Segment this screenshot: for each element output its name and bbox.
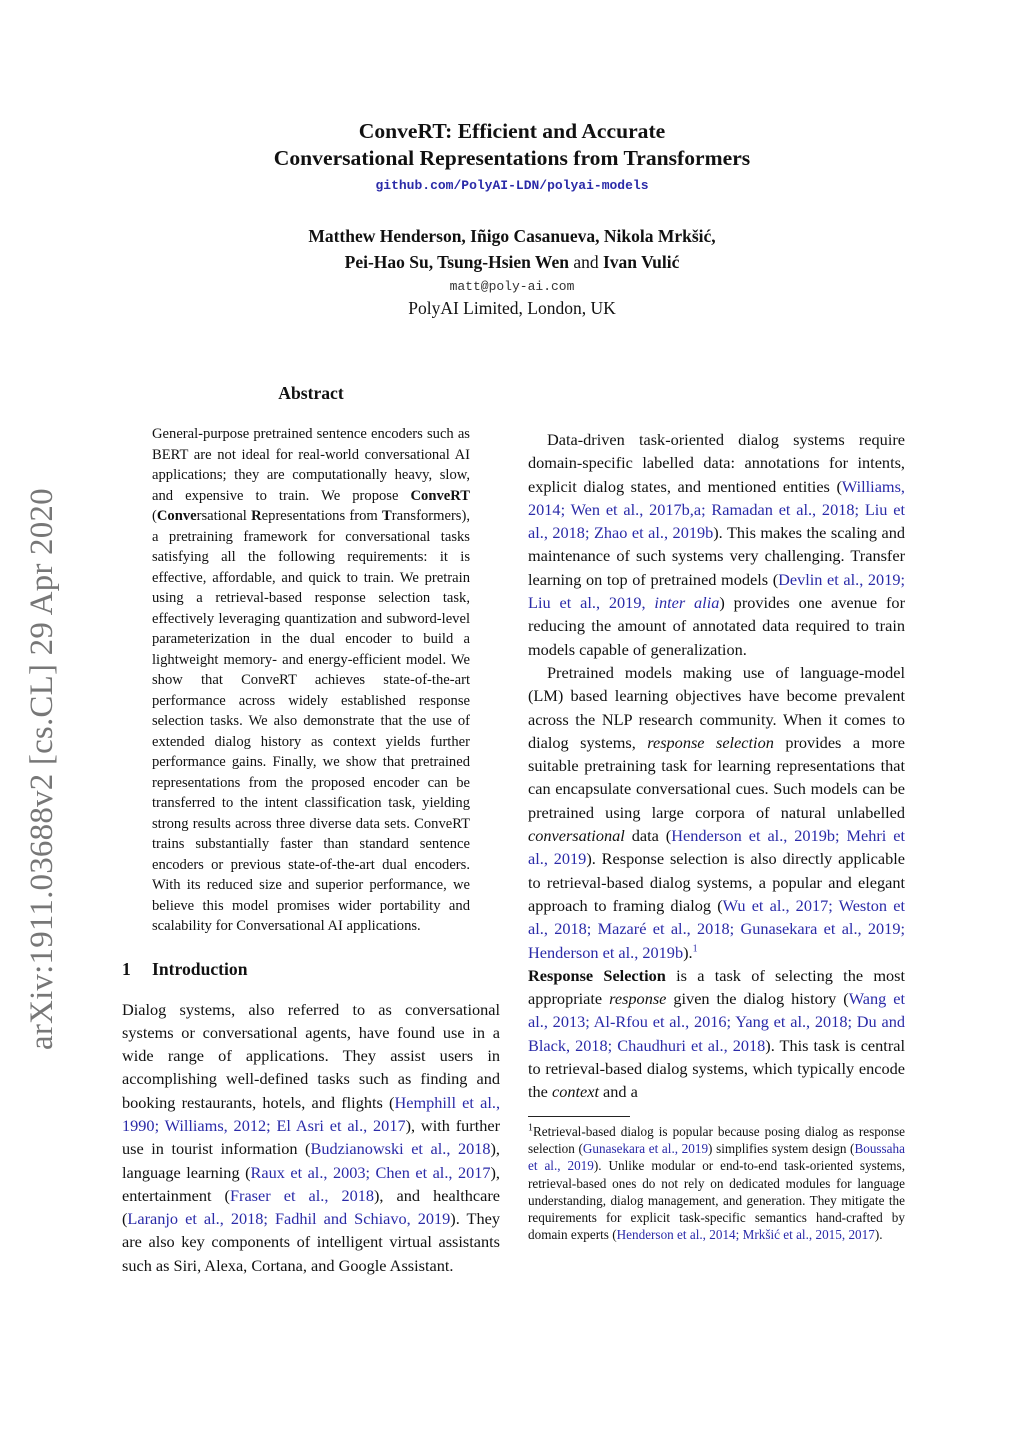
- abstract-bold-convert: ConveRT: [410, 487, 470, 504]
- citation-link[interactable]: Gunasekara et al., 2019: [582, 1140, 709, 1156]
- text-run: Retrieval-based dialog is popular because posing dialog as response selection (: [528, 1123, 905, 1156]
- text-run: ). This makes the scaling and maintenance of such systems very challenging. Transfer learning on top of pretrained models (: [528, 523, 906, 589]
- title-block: [0, 118, 1024, 319]
- text-run: and a: [598, 1082, 638, 1102]
- abstract-heading: Abstract: [278, 383, 344, 403]
- right-column: [528, 370, 905, 1244]
- abstract-part: rsational: [196, 508, 252, 524]
- citation-link[interactable]: Budzianowski et al., 2018: [310, 1139, 491, 1159]
- text-run: Pretrained models making use of language-model (LM) based learning objectives have become prevalent across the NLP research community. When it comes to dialog systems,: [528, 662, 905, 752]
- citation-link[interactable]: Henderson et al., 2019b; Mehri et al., 2019: [528, 826, 905, 869]
- section-number: 1: [122, 958, 131, 979]
- footnote: [528, 1123, 905, 1244]
- abstract-part: General-purpose pretrained sentence encoders such as BERT are not ideal for real-world conversational AI applications; they are computationally heavy, slow, and expensive to train. We propose: [152, 426, 470, 504]
- paper-title-line-2: Conversational Representations from Transformers: [273, 146, 751, 170]
- citation-link[interactable]: Williams, 2014; Wen et al., 2017b,a; Ramadan et al., 2018; Liu et al., 2018; Zhao et al., 2019b: [528, 476, 905, 543]
- text-run: Data-driven task-oriented dialog systems require domain-specific labelled data: annotations for intents, explicit dialog states, and mentioned entities (: [528, 430, 905, 496]
- run-in-heading: Response Selection: [528, 965, 666, 985]
- abstract-text: [152, 424, 470, 937]
- footnote-marker[interactable]: 1: [692, 943, 698, 955]
- abstract-part: ransformers), a pretraining framework for conversational tasks satisfying all the following requirements: it is effective, affordable, and quick to train. We pretrain using a retrieval-based response selection task, effectively leveraging quantization and subword-level parameterization in the dual encoder to build a lightweight memory- and energy-efficient model. We show that ConveRT achieves state-of-the-art performance across widely established response selection tasks. We also demonstrate that the use of extended dialog history as context yields further performance gains. Finally, we show that pretrained representations from the proposed encoder can be transferred to the intent classification task, yielding strong results across three diverse data sets. ConveRT trains substantially faster than standard sentence encoders or previous state-of-the-art dual encoders. With its reduced size and superior performance, we believe this model promises wider portability and scalability for Conversational AI applications.: [152, 508, 470, 934]
- emphasis: conversational: [528, 826, 625, 846]
- text-run: ).: [874, 1227, 883, 1243]
- abstract-bold-t: T: [382, 508, 392, 524]
- abstract-part: (: [152, 508, 157, 524]
- paragraph-pretrained-models: [528, 661, 905, 964]
- footnote-number: 1: [528, 1122, 533, 1134]
- text-run: ). Unlike modular or end-to-end task-oriented systems, retrieval-based ones do not rely on dedicated modules for language understanding, dialog management, and generation. They mitigate the requirements for explicit task-specific semantics hand-crafted by domain experts (: [528, 1158, 905, 1243]
- text-run: ). This task is central to retrieval-based dialog systems, which typically encode the: [528, 1035, 905, 1102]
- authors-line-1: Matthew Henderson, Iñigo Casanueva, Nikola Mrkšić,: [308, 226, 716, 246]
- inter-alia: [646, 593, 720, 612]
- inter-alia-text: inter alia: [645, 593, 720, 613]
- citation-link[interactable]: Fraser et al., 2018: [229, 1185, 375, 1205]
- arxiv-identifier: arXiv:1911.03688v2 [cs.CL] 29 Apr 2020: [24, 488, 60, 1050]
- citation-link[interactable]: Wang et al., 2013; Al-Rfou et al., 2016; Yang et al., 2018; Du and Black, 2018; Chaudhuri et al., 2018: [528, 989, 906, 1055]
- authors-and: and: [573, 252, 599, 272]
- emphasis: context: [551, 1082, 599, 1102]
- text-run: ).: [683, 942, 693, 962]
- text-run: ). Response selection is also directly applicable to retrieval-based dialog systems, a popular and elegant approach to framing dialog (: [528, 849, 905, 915]
- citation-link[interactable]: Henderson et al., 2014; Mrkšić et al., 2015, 2017: [616, 1227, 875, 1243]
- intro-paragraph: [122, 998, 500, 1278]
- citation-link[interactable]: Hemphill et al., 1990; Williams, 2012; El Asri et al., 2017: [122, 1092, 501, 1135]
- text-run: is a task of selecting the most appropriate: [528, 965, 905, 1009]
- citation-link[interactable]: Devlin et al., 2019; Liu et al., 2019,: [528, 569, 906, 613]
- text-run: ), and healthcare (: [122, 1185, 500, 1229]
- abstract-bold-conve: Conve: [156, 508, 197, 524]
- paragraph-response-selection: [528, 964, 905, 1104]
- paragraph-data-driven: [528, 428, 905, 661]
- affiliation: PolyAI Limited, London, UK: [408, 298, 616, 318]
- section-title: Introduction: [152, 958, 248, 979]
- text-run: provides a more suitable pretraining task for learning representations that can encapsulate conversational cues. Such models can be pretrained using large corpora of natural unlabelled: [528, 732, 905, 822]
- authors-line-2: [0, 249, 1024, 275]
- repository-link[interactable]: github.com/PolyAI-LDN/polyai-models: [375, 178, 649, 193]
- citation-link[interactable]: Boussaha et al., 2019: [528, 1140, 905, 1174]
- emphasis: response: [609, 989, 667, 1009]
- abstract-bold-r: R: [251, 508, 262, 524]
- text-run: ), with further use in tourist information (: [122, 1115, 501, 1159]
- contact-email[interactable]: matt@poly-ai.com: [449, 279, 575, 294]
- text-run: ) provides one avenue for reducing the amount of annotated data required to train models capable of generalization.: [528, 593, 905, 659]
- section-heading-introduction: [122, 959, 500, 980]
- text-run: Dialog systems, also referred to as conversational systems or conversational agents, have found use in a wide range of applications. They assist users in accomplishing well-defined tasks such as finding and booking restaurants, hotels, and flights (: [122, 999, 500, 1112]
- text-run: ). They are also key components of intelligent virtual assistants such as Siri, Alexa, Cortana, and Google Assistant.: [122, 1209, 500, 1275]
- left-column: [122, 383, 500, 1277]
- text-run: given the dialog history (: [666, 989, 849, 1009]
- text-run: data (: [624, 826, 672, 846]
- text-run: ), language learning (: [122, 1139, 501, 1182]
- authors-line-2-part-a: Pei-Hao Su, Tsung-Hsien Wen: [344, 252, 569, 272]
- footnote-rule: [528, 1116, 630, 1117]
- citation-link[interactable]: Laranjo et al., 2018; Fadhil and Schiavo, 2019: [127, 1209, 451, 1229]
- abstract-part: epresentations from: [261, 508, 383, 524]
- text-run: ), entertainment (: [122, 1162, 501, 1205]
- emphasis: response selection: [647, 732, 774, 752]
- authors-line-2-part-b: Ivan Vulić: [603, 252, 680, 272]
- paper-title-line-1: ConveRT: Efficient and Accurate: [358, 119, 666, 143]
- authors: [0, 223, 1024, 275]
- citation-link[interactable]: Wu et al., 2017; Weston et al., 2018; Mazaré et al., 2018; Gunasekara et al., 2019; Henderson et al., 2019b: [528, 895, 905, 962]
- text-run: ) simplifies system design (: [708, 1140, 855, 1156]
- citation-link[interactable]: Raux et al., 2003; Chen et al., 2017: [250, 1162, 491, 1182]
